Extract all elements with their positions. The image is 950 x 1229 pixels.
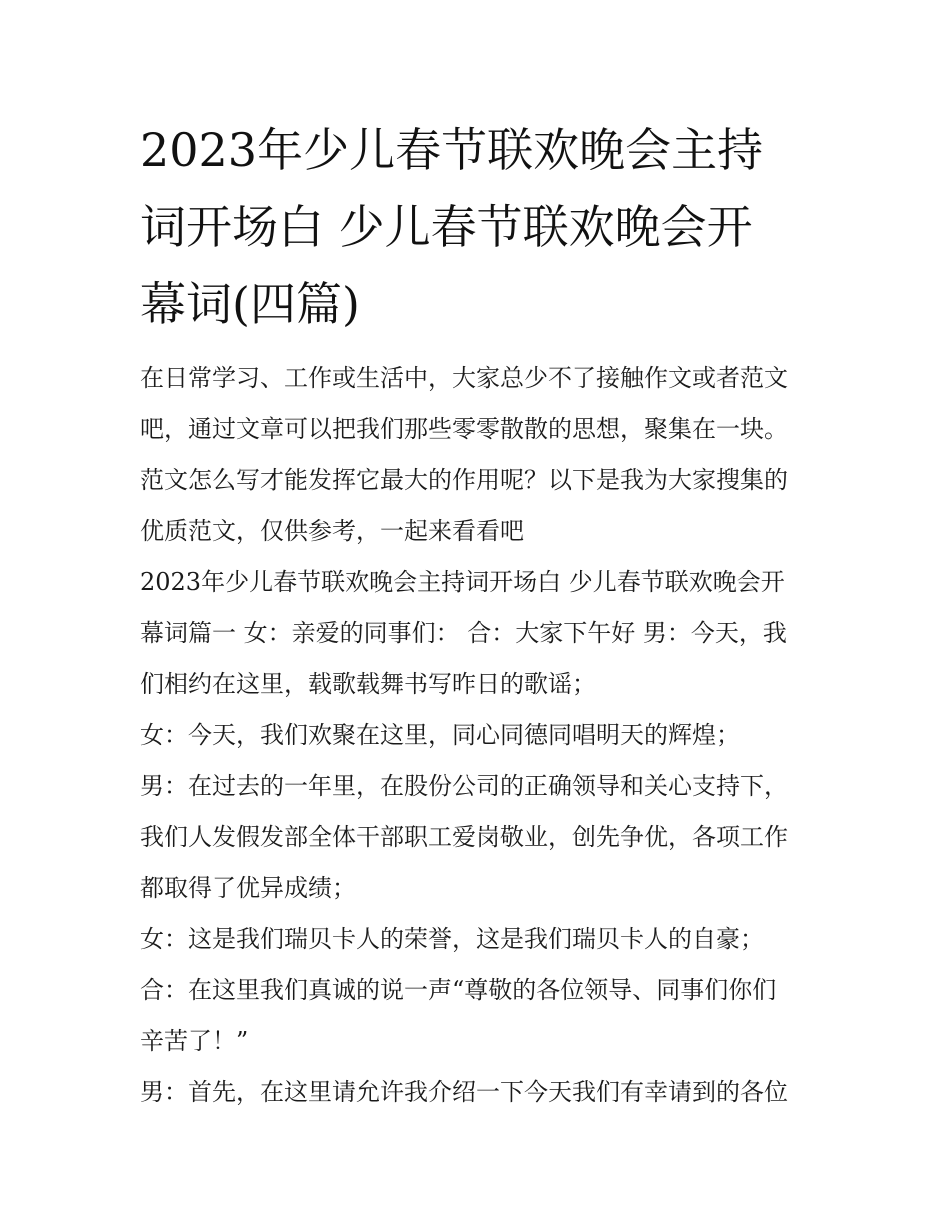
body-line: 男：首先，在这里请允许我介绍一下今天我们有幸请到的各位 [140, 1078, 788, 1106]
body-line: 男：在过去的一年里，在股份公司的正确领导和关心支持下， [140, 772, 788, 800]
body-line: 2023年少儿春节联欢晚会主持词开场白 少儿春节联欢晚会开 [140, 568, 785, 596]
title-line: 词开场白 少儿春节联欢晚会开 [140, 200, 753, 254]
document-content [140, 112, 820, 1118]
body-line: 范文怎么写才能发挥它最大的作用呢？以下是我为大家搜集的 [140, 466, 788, 494]
body-line: 女：今天，我们欢聚在这里，同心同德同唱明天的辉煌； [140, 721, 740, 749]
document-title [140, 112, 820, 343]
body-line: 幕词篇一 女：亲爱的同事们： 合：大家下午好 男：今天，我 [140, 619, 787, 647]
body-line: 们相约在这里，载歌载舞书写昨日的歌谣； [140, 670, 596, 698]
document-body [140, 353, 820, 1118]
body-line: 合：在这里我们真诚的说一声“尊敬的各位领导、同事们你们 [140, 976, 777, 1004]
body-line: 吧，通过文章可以把我们那些零零散散的思想，聚集在一块。 [140, 415, 788, 443]
body-line: 优质范文，仅供参考，一起来看看吧 [140, 517, 524, 545]
body-line: 女：这是我们瑞贝卡人的荣誉，这是我们瑞贝卡人的自豪； [140, 925, 764, 953]
body-line: 辛苦了！” [140, 1027, 249, 1055]
title-line: 2023年少儿春节联欢晚会主持 [140, 123, 764, 177]
body-line: 都取得了优异成绩； [140, 874, 356, 902]
body-line: 在日常学习、工作或生活中，大家总少不了接触作文或者范文 [140, 364, 788, 392]
title-line: 幕词(四篇) [140, 277, 360, 331]
body-line: 我们人发假发部全体干部职工爱岗敬业，创先争优，各项工作 [140, 823, 788, 851]
